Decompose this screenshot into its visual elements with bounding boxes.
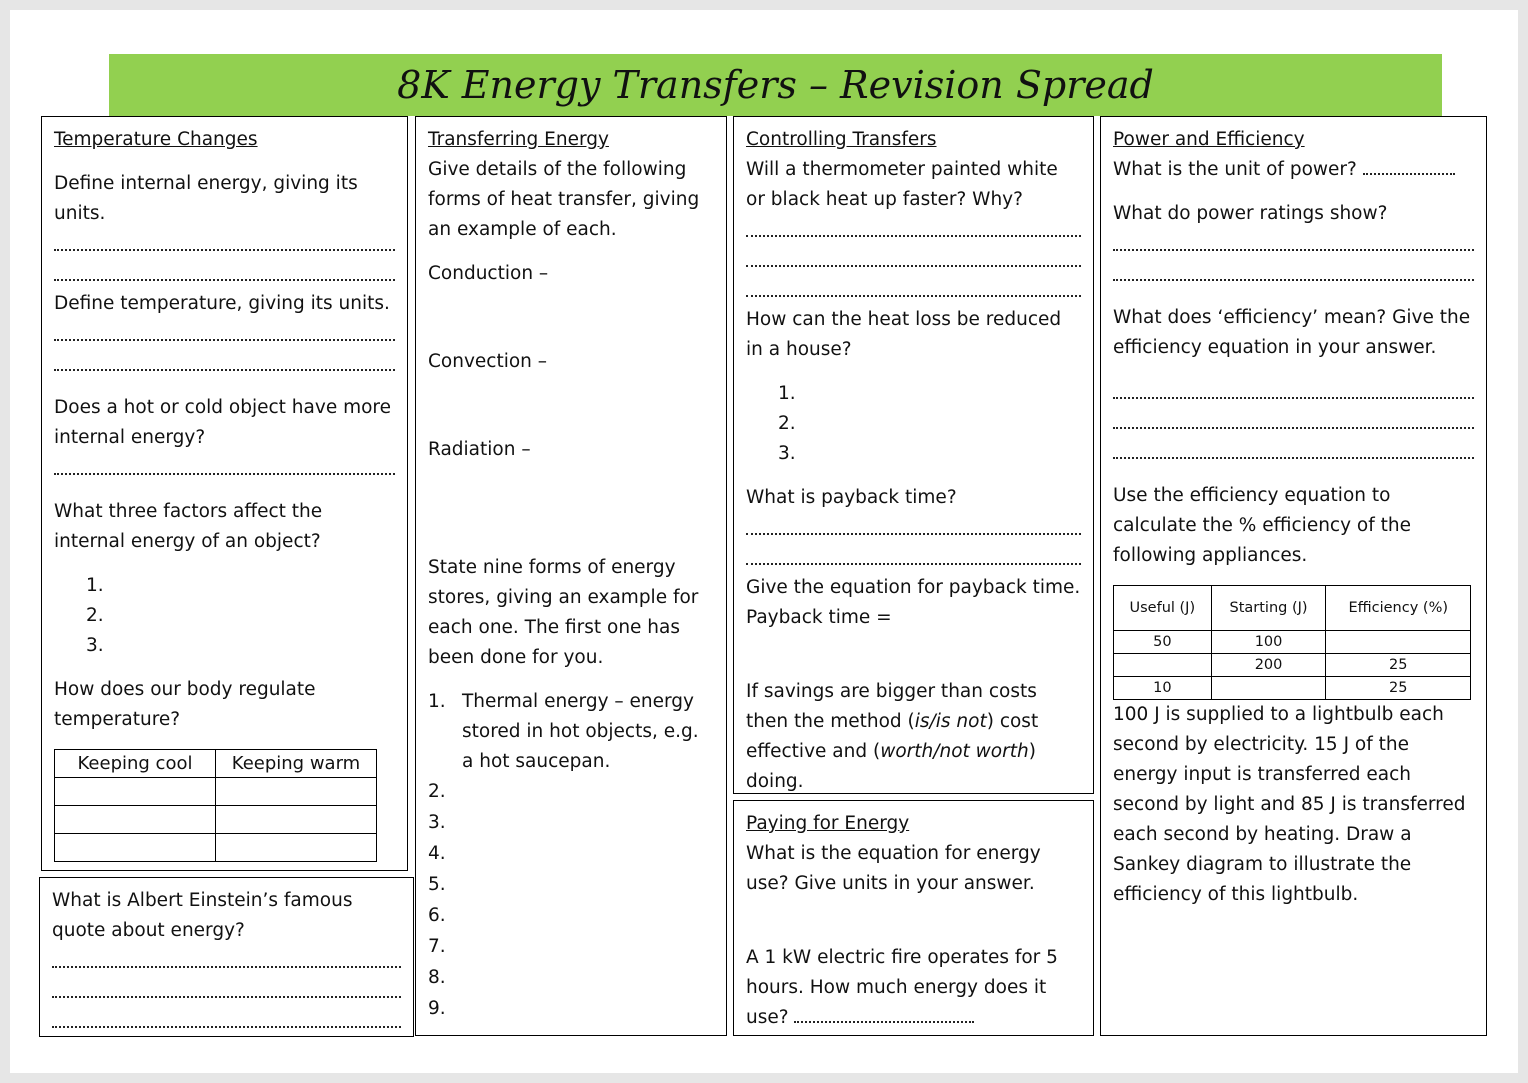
internal-energy-question: Define internal energy, giving its units.	[54, 173, 358, 224]
answer-line[interactable]	[54, 259, 395, 289]
answer-line[interactable]	[54, 349, 395, 379]
power-heading: Power and Efficiency	[1113, 129, 1305, 150]
table-row	[1114, 631, 1471, 654]
answer-line[interactable]	[746, 513, 1081, 543]
table-cell[interactable]	[216, 778, 377, 806]
calculate-efficiency-instruction: Use the efficiency equation to calculate the % efficiency of the following appliances.	[1113, 485, 1411, 566]
table-cell[interactable]: 100	[1211, 631, 1326, 654]
transferring-heading: Transferring Energy	[428, 129, 609, 150]
answer-line[interactable]	[746, 543, 1081, 573]
efficiency-header: Efficiency (%)	[1326, 586, 1471, 631]
power-efficiency-box	[1100, 116, 1487, 1036]
table-cell[interactable]	[1114, 654, 1212, 677]
table-row	[1114, 677, 1471, 700]
paying-for-energy-box	[733, 800, 1094, 1036]
list-item: 9.	[428, 998, 446, 1019]
page-title: 8K Energy Transfers – Revision Spread	[397, 63, 1154, 107]
list-item: 2.	[428, 781, 446, 802]
einstein-box	[39, 877, 414, 1037]
table-cell[interactable]: 50	[1114, 631, 1212, 654]
controlling-heading: Controlling Transfers	[746, 129, 937, 150]
factors-list	[54, 571, 395, 661]
list-item: 6.	[428, 905, 446, 926]
body-regulate-question: How does our body regulate temperature?	[54, 679, 316, 730]
table-cell[interactable]	[216, 806, 377, 834]
answer-line[interactable]	[1113, 229, 1474, 259]
list-item: 5.	[428, 874, 446, 895]
conduction-label: Conduction –	[428, 263, 549, 284]
temperature-changes-box	[41, 116, 408, 871]
heat-transfer-intro: Give details of the following forms of heat transfer, giving an example of each.	[428, 159, 700, 240]
table-row	[1114, 654, 1471, 677]
efficiency-table	[1113, 585, 1471, 700]
three-factors-question: What three factors affect the internal energy of an object?	[54, 501, 323, 552]
thermometer-question: Will a thermometer painted white or black heat up faster? Why?	[746, 159, 1058, 210]
title-banner	[109, 54, 1442, 116]
hot-cold-question: Does a hot or cold object have more internal energy?	[54, 397, 392, 448]
table-cell[interactable]	[55, 778, 216, 806]
thermal-energy-example: Thermal energy – energy stored in hot objects, e.g. a hot saucepan.	[462, 691, 699, 772]
list-item: 2.	[86, 605, 104, 626]
payback-equation-label: Payback time =	[746, 607, 892, 628]
list-item: 1.	[86, 575, 104, 596]
answer-line[interactable]	[1363, 155, 1455, 175]
temperature-definition-question: Define temperature, giving its units.	[54, 293, 390, 314]
cost-effective-statement: If savings are bigger than costs then the method (is/is not) cost effective and (worth/not worth) doing.	[746, 681, 1039, 792]
power-ratings-question: What do power ratings show?	[1113, 203, 1388, 224]
radiation-label: Radiation –	[428, 439, 531, 460]
answer-line[interactable]	[52, 946, 401, 976]
answer-line[interactable]	[54, 319, 395, 349]
electric-fire-question: A 1 kW electric fire operates for 5 hours. How much energy does it use?	[746, 947, 1058, 1028]
answer-line[interactable]	[1113, 259, 1474, 289]
payback-equation-question: Give the equation for payback time.	[746, 577, 1081, 598]
sankey-question: 100 J is supplied to a lightbulb each second by electricity. 15 J of the energy input is transferred each second by light and 85 J is transferred each second by heating. Draw a Sankey diagram to illustrate the efficiency of this lightbulb.	[1113, 704, 1466, 905]
list-item: 4.	[428, 843, 446, 864]
temperature-heading: Temperature Changes	[54, 129, 258, 150]
list-item: 1.	[778, 383, 796, 404]
answer-line[interactable]	[794, 1003, 974, 1023]
convection-label: Convection –	[428, 351, 548, 372]
table-cell[interactable]	[1326, 631, 1471, 654]
table-cell[interactable]: 10	[1114, 677, 1212, 700]
keeping-cool-header: Keeping cool	[55, 750, 216, 778]
regulation-table	[54, 749, 377, 862]
answer-line[interactable]	[52, 1006, 401, 1036]
table-cell[interactable]: 25	[1326, 677, 1471, 700]
list-item: 1. Thermal energy – energy stored in hot objects, e.g. a hot saucepan.	[428, 687, 714, 777]
energy-stores-question: State nine forms of energy stores, giving an example for each one. The first one has been done for you.	[428, 557, 699, 668]
payback-question: What is payback time?	[746, 487, 957, 508]
answer-line[interactable]	[52, 976, 401, 1006]
answer-line[interactable]	[1113, 407, 1474, 437]
heat-loss-list	[746, 379, 1081, 469]
table-cell[interactable]: 200	[1211, 654, 1326, 677]
answer-line[interactable]	[54, 229, 395, 259]
starting-header: Starting (J)	[1211, 586, 1326, 631]
heat-loss-question: How can the heat loss be reduced in a house?	[746, 309, 1062, 360]
table-cell[interactable]	[55, 806, 216, 834]
useful-header: Useful (J)	[1114, 586, 1212, 631]
answer-line[interactable]	[746, 275, 1081, 305]
answer-line[interactable]	[746, 215, 1081, 245]
einstein-question: What is Albert Einstein’s famous quote about energy?	[52, 890, 353, 941]
list-item: 7.	[428, 936, 446, 957]
table-cell[interactable]	[1211, 677, 1326, 700]
table-cell[interactable]	[55, 834, 216, 862]
controlling-transfers-box	[733, 116, 1094, 794]
worksheet-page	[10, 10, 1518, 1073]
energy-equation-question: What is the equation for energy use? Give units in your answer.	[746, 843, 1041, 894]
transferring-energy-box	[415, 116, 727, 1036]
list-item: 3.	[428, 812, 446, 833]
answer-line[interactable]	[1113, 377, 1474, 407]
answer-line[interactable]	[1113, 437, 1474, 467]
efficiency-question: What does ‘efficiency’ mean? Give the efficiency equation in your answer.	[1113, 307, 1471, 358]
table-cell[interactable]: 25	[1326, 654, 1471, 677]
list-item: 2.	[778, 413, 796, 434]
energy-stores-list	[428, 687, 714, 1025]
list-item: 8.	[428, 967, 446, 988]
power-unit-question: What is the unit of power?	[1113, 155, 1474, 185]
paying-heading: Paying for Energy	[746, 813, 910, 834]
list-item: 3.	[778, 443, 796, 464]
answer-line[interactable]	[54, 453, 395, 483]
keeping-warm-header: Keeping warm	[216, 750, 377, 778]
table-cell[interactable]	[216, 834, 377, 862]
list-item: 3.	[86, 635, 104, 656]
answer-line[interactable]	[746, 245, 1081, 275]
